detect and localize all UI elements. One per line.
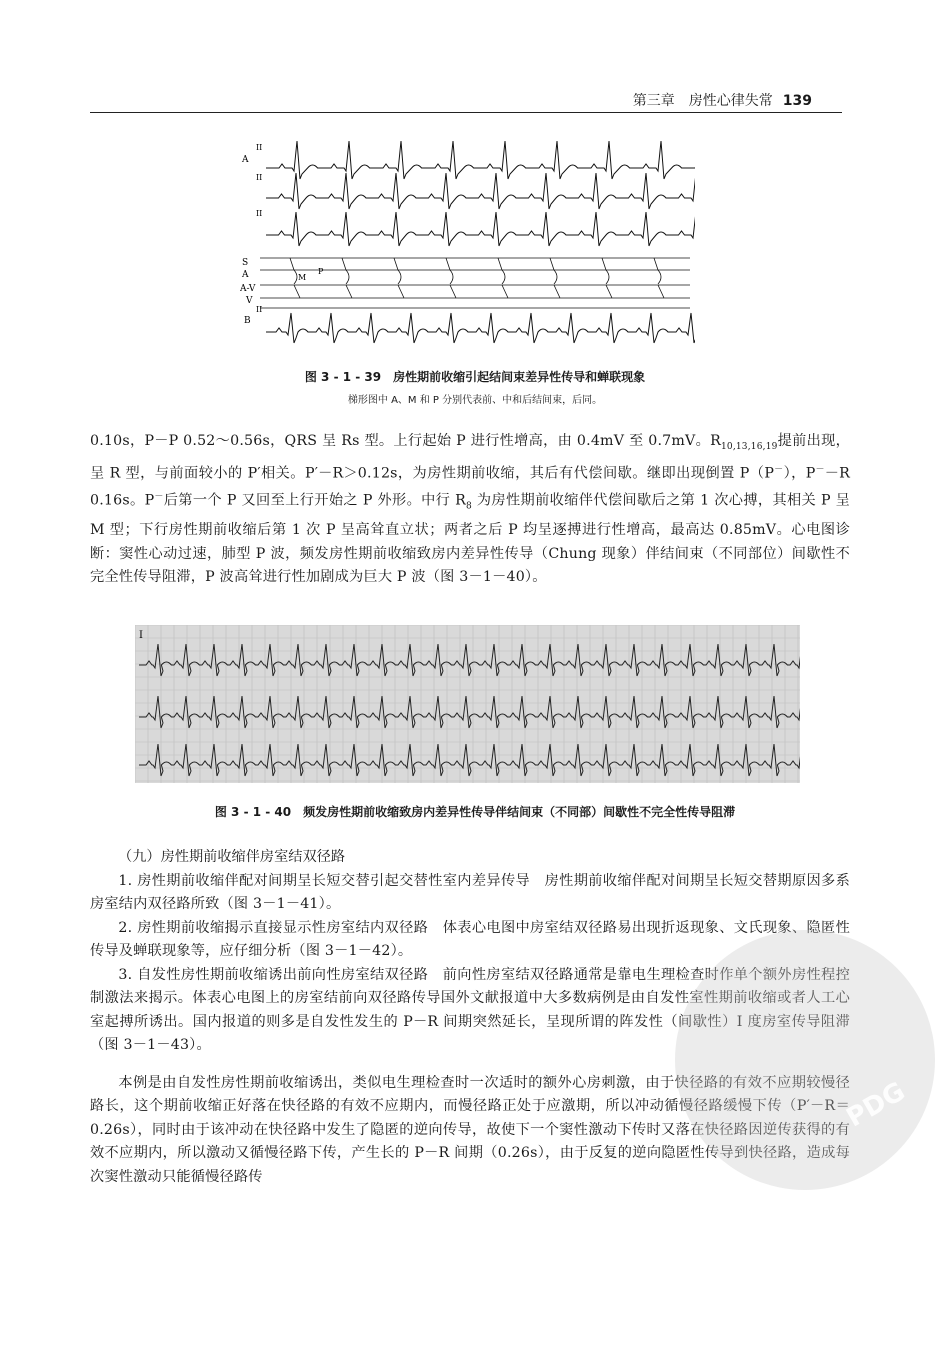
ladder-label-m: M	[298, 273, 307, 282]
ecg-trace	[266, 313, 695, 343]
ladder-conduction-line	[502, 285, 508, 298]
ladder-conduction-line	[498, 258, 502, 270]
item-3: 3. 自发性房性期前收缩诱出前向性房室结双径路 前向性房室结双径路通常是靠电生理检查时作单个额外房性程控制激法来揭示。体表心电图上的房室结前向双径路传导国外文献报道中大多数病例是由自发性室性期前收缩或者人工心室起搏所诱出。国内报道的则多是自发性发生的 P－R 间期突然延长，呈现所谓的阵发性（间歇性）I 度房室传导阻滞（图 3－1－43）。	[90, 967, 850, 1054]
strip-label-a: A	[242, 155, 249, 165]
ladder-conduction-line	[554, 285, 560, 298]
lead-label-b: II	[256, 305, 263, 314]
ladder-conduction-line	[290, 258, 294, 270]
watermark	[675, 930, 935, 1190]
ladder-conduction-line	[394, 258, 398, 270]
page-number: 139	[782, 93, 812, 109]
superscript: －	[815, 465, 825, 476]
ladder-label-a: A	[242, 270, 249, 280]
text-run: －R 0.16s。P	[90, 465, 851, 510]
ladder-conduction-line	[446, 258, 450, 270]
ecg-trace	[266, 173, 695, 209]
strip-label-b: B	[244, 316, 251, 326]
text-run: ），P	[783, 465, 816, 482]
lead-label: I	[139, 630, 143, 641]
ecg-traces	[266, 141, 695, 343]
ecg-figure-3-1-39	[240, 140, 695, 355]
ladder-conduction-line	[658, 285, 664, 298]
text-run: 后第一个 P 又回至上行开始之 P 外形。中行 R	[163, 493, 467, 510]
ladder-diagram	[260, 258, 690, 308]
ladder-conduction-arc	[554, 270, 557, 284]
ladder-label-v: V	[246, 296, 253, 306]
ecg-figure-3-1-40	[135, 625, 800, 783]
body-paragraph-1	[90, 430, 850, 590]
watermark-text: PDG	[841, 1076, 911, 1134]
figure-3-1-40-caption: 图 3 - 1 - 40 频发房性期前收缩致房内差异性传导伴结间束（不同部）间歇性不完全性传导阻滞	[214, 805, 736, 819]
lead-label-top: II	[256, 143, 263, 152]
ladder-conduction-line	[606, 285, 612, 298]
body-paragraph-4: 本例是由自发性房性期前收缩诱出，类似电生理检查时一次适时的额外心房刺激，由于快径路的有效不应期较慢径路长，这个期前收缩正好落在快径路的有效不应期内，而慢径路正处于应激期，所以冲动循慢径路缓慢下传（P′－R＝0.26s），同时由于该冲动在快径路中发生了隐匿的逆向传导，故使下一个窦性激动下传时又落在快径路因逆传获得的有效不应期内，所以激动又循慢径路下传，产生长的 P－R 间期（0.26s），由于反复的逆向隐匿性传导到快径路，造成每次窦性激动只能循慢径路传	[90, 1075, 850, 1185]
item-1: 1. 房性期前收缩伴配对间期呈长短交替引起交替性室内差异传导 房性期前收缩伴配对间期呈长短交替期原因多系房室结内双径路所致（图 3－1－41）。	[90, 873, 850, 913]
ladder-label-av: A-V	[240, 284, 256, 294]
ladder-conduction-line	[654, 258, 658, 270]
ladder-conduction-line	[550, 258, 554, 270]
ecg-trace	[266, 141, 695, 179]
superscript: －	[154, 492, 164, 503]
text-run: 提前出现，呈 R 型，与前面较小的 P′相关。P′－R＞0.12s，为房性期前收缩，其后有代偿间歇。继即出现倒置 P（P	[90, 433, 850, 482]
figure-3-1-39-caption: 图 3 - 1 - 39 房性期前收缩引起结间束差异性传导和蝉联现象	[304, 370, 646, 384]
ladder-label-p: P	[318, 267, 324, 276]
ladder-conduction-arc	[346, 270, 349, 284]
item-2: 2. 房性期前收缩揭示直接显示性房室结内双径路 体表心电图中房室结双径路易出现折返现象、文氏现象、隐匿性传导及蝉联现象等，应仔细分析（图 3－1－42）。	[90, 920, 850, 960]
ladder-conduction-arc	[398, 270, 401, 284]
text-run: 为房性期前收缩伴代偿间歇后之第 1 次心搏，其相关 P 呈 M 型；下行房性期前收缩后第 1 次 P 呈高耸直立状；两者之后 P 均呈逐搏进行性增高，最高达 0.85mV。心电图诊断：窦性心动过速，肺型 P 波，频发房性期前收缩致房内差异性传导（Chung 现象）伴结间束（不同部位）间歇性不完全性传导阻滞，P 波高耸进行性加剧成为巨大 P 波（图 3－1－40）。	[90, 493, 851, 586]
ladder-conduction-line	[450, 285, 456, 298]
superscript: －	[774, 465, 784, 476]
figure-3-1-39-subcaption: 梯形图中 A、M 和 P 分别代表前、中和后结间束，后同。	[347, 395, 603, 406]
text-run: 0.10s，P－P 0.52～0.56s，QRS 呈 Rs 型。上行起始 P 进行性增高，由 0.4mV 至 0.7mV。R	[90, 433, 721, 449]
ladder-conduction-line	[398, 285, 404, 298]
page-header	[90, 88, 842, 113]
running-head	[633, 90, 812, 110]
ladder-conduction-line	[602, 258, 606, 270]
ecg-trace	[266, 212, 695, 246]
ladder-conduction-arc	[658, 270, 661, 284]
subscript: 10,13,16,19	[720, 441, 778, 452]
ladder-label-s: S	[242, 258, 249, 268]
lead-label-mid: II	[256, 173, 263, 182]
chapter-title: 房性心律失常	[688, 93, 773, 109]
ladder-conduction-arc	[450, 270, 453, 284]
ladder-conduction-line	[294, 285, 300, 298]
section-heading: （九）房性期前收缩伴房室结双径路	[118, 849, 346, 865]
ladder-conduction-arc	[502, 270, 505, 284]
chapter-label: 第三章	[632, 93, 675, 109]
lead-label-low: II	[256, 209, 263, 218]
ladder-conduction-arc	[294, 270, 297, 284]
ladder-conduction-line	[342, 258, 346, 270]
ladder-conduction-arc	[606, 270, 609, 284]
subscript: 8	[466, 501, 472, 512]
ladder-conduction-line	[346, 285, 352, 298]
